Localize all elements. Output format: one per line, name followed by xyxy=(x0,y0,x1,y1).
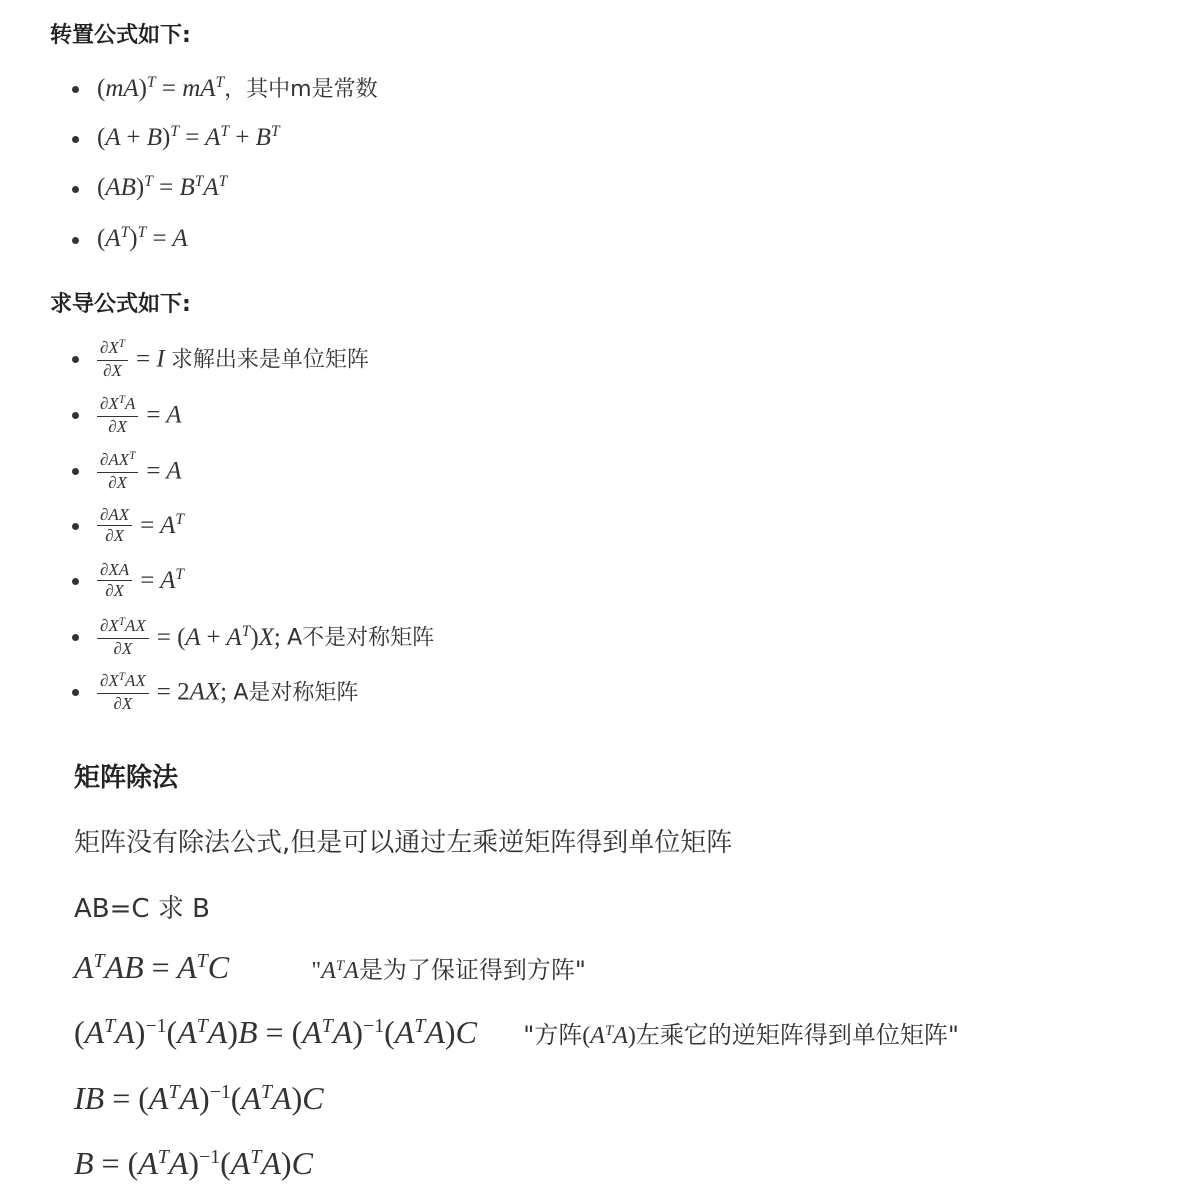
derivative-formula-1: $\frac{\partial X^T}{\partial X}$ = I 求解出来是单位矩阵 xyxy=(97,339,369,380)
division-equation-2: $(A^TA)^{-1}(A^TA)B = (A^TA)^{-1}(A^TA)C$ "方阵$(A^TA)$左乘它的逆矩阵得到单位矩阵" xyxy=(74,1014,959,1050)
derivative-formula-7-note: A是对称矩阵 xyxy=(233,680,359,706)
division-heading: 矩阵除法 xyxy=(74,763,179,793)
division-equation-1: $A^TAB = A^TC$ "$A^TA$是为了保证得到方阵" xyxy=(74,949,586,985)
derivative-formula-1-note: 求解出来是单位矩阵 xyxy=(170,347,369,373)
bullet-icon xyxy=(72,578,79,585)
transpose-formula-1: $(mA)^T = mA^T$，其中m是常数 xyxy=(97,74,378,102)
derivative-formula-2: $\frac{\partial X^TA}{\partial X}$ = A xyxy=(97,395,182,436)
division-equation-1-note: 是为了保证得到方阵" xyxy=(358,956,586,984)
transpose-formula-4: $(A^T)^T = A$ xyxy=(97,224,188,252)
derivative-formula-3: $\frac{\partial AX^T}{\partial X}$ = A xyxy=(97,451,182,492)
division-equation-3: IB = $(A^TA)^{-1}(A^TA)C$ xyxy=(74,1080,324,1116)
division-intro: 矩阵没有除法公式,但是可以通过左乘逆矩阵得到单位矩阵 xyxy=(74,828,733,858)
derivative-formula-4: $\frac{\partial AX}{\partial X}$ = $A^T$ xyxy=(97,506,184,545)
bullet-icon xyxy=(72,523,79,530)
bullet-icon xyxy=(72,186,79,193)
bullet-icon xyxy=(72,356,79,363)
bullet-icon xyxy=(72,689,79,696)
transpose-formula-3: $(AB)^T = B^TA^T$ xyxy=(97,173,228,201)
bullet-icon xyxy=(72,86,79,93)
bullet-icon xyxy=(72,237,79,244)
derivative-formula-6-note: A不是对称矩阵 xyxy=(287,625,435,651)
bullet-icon xyxy=(72,468,79,475)
transpose-formula-1-note: ，其中m是常数 xyxy=(224,77,378,102)
bullet-icon xyxy=(72,412,79,419)
division-equation-2-note-prefix: "方阵 xyxy=(523,1021,583,1049)
division-equation-2-note-suffix: 左乘它的逆矩阵得到单位矩阵" xyxy=(635,1021,959,1049)
division-problem: AB=C 求 B xyxy=(74,894,210,924)
derivative-formula-6: $\frac{\partial X^TAX}{\partial X}$ = $(A + A^T)X$; A不是对称矩阵 xyxy=(97,617,434,658)
division-equation-4: $B = (A^TA)^{-1}(A^TA)C$ xyxy=(74,1145,313,1181)
bullet-icon xyxy=(72,634,79,641)
transpose-formula-2: $(A + B)^T = A^T + B^T$ xyxy=(97,123,280,151)
bullet-icon xyxy=(72,136,79,143)
derivative-heading: 求导公式如下: xyxy=(50,292,191,317)
derivative-formula-5: $\frac{\partial XA}{\partial X}$ = $A^T$ xyxy=(97,561,184,600)
derivative-formula-7: $\frac{\partial X^TAX}{\partial X}$ = 2AX; A是对称矩阵 xyxy=(97,672,358,713)
transpose-heading: 转置公式如下: xyxy=(50,23,191,48)
